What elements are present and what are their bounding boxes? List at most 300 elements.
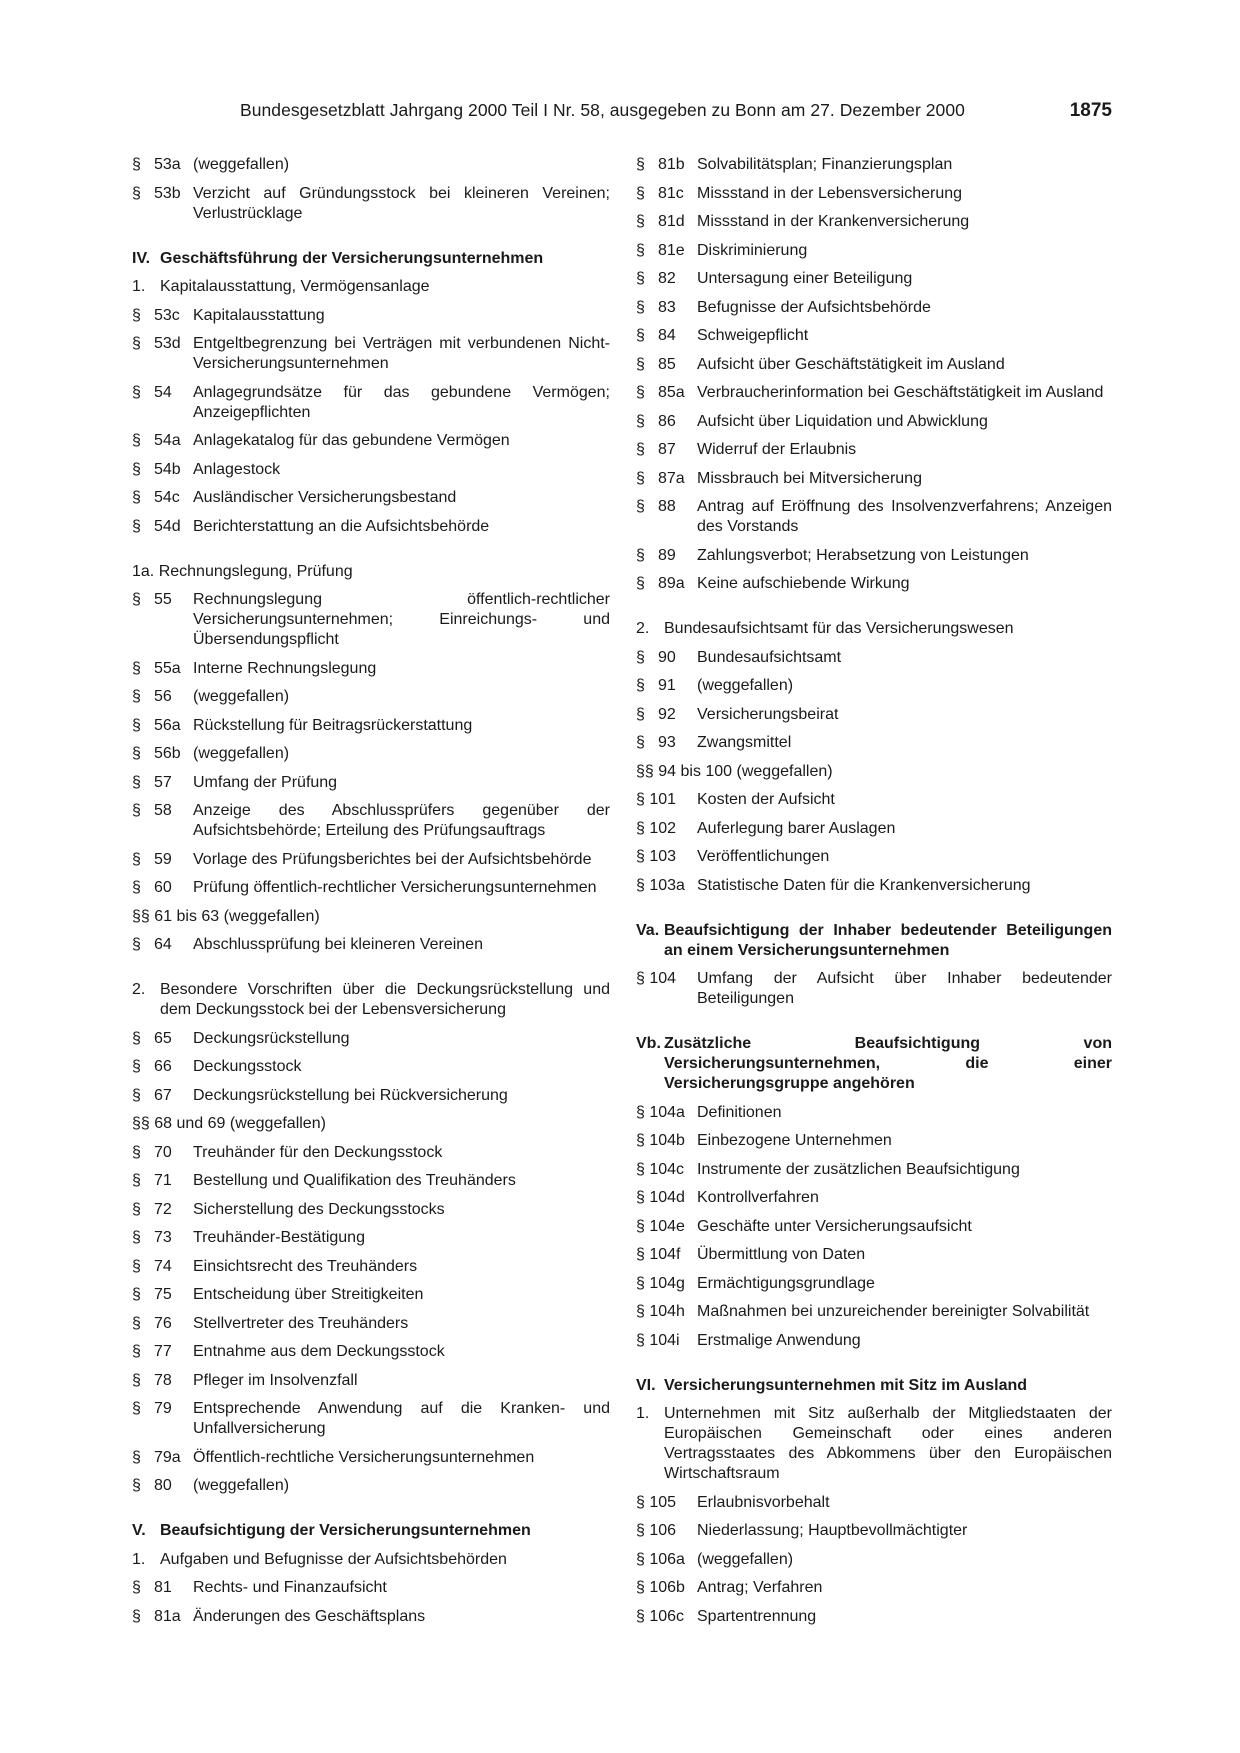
paragraph-number bbox=[636, 648, 697, 668]
paragraph-number bbox=[132, 1342, 193, 1362]
toc-entry bbox=[132, 306, 610, 326]
paragraph-sign: § bbox=[636, 441, 645, 458]
paragraph-sign: § bbox=[132, 517, 141, 535]
entry-title: Rückstellung für Beitragsrückerstattung bbox=[193, 716, 473, 734]
paragraph-sign: § bbox=[636, 156, 645, 173]
paragraph-id: 54d bbox=[154, 517, 181, 535]
entry-title: Ausländischer Versicherungsbestand bbox=[193, 489, 457, 506]
paragraph-number bbox=[636, 241, 697, 261]
toc-entry bbox=[132, 1314, 610, 1334]
subsection-heading bbox=[132, 277, 610, 297]
entry-title: Änderungen des Geschäftsplans bbox=[193, 1607, 426, 1625]
toc-entry bbox=[636, 1160, 1112, 1180]
toc-entry bbox=[132, 773, 610, 793]
paragraph-id: 84 bbox=[658, 327, 676, 344]
paragraph-id: 71 bbox=[154, 1172, 172, 1189]
paragraph-number bbox=[132, 659, 193, 679]
paragraph-number bbox=[132, 334, 193, 374]
paragraph-id: 72 bbox=[154, 1200, 172, 1218]
entry-title: Interne Rechnungslegung bbox=[193, 659, 377, 677]
toc-entry bbox=[636, 819, 1112, 839]
paragraph-sign: § bbox=[132, 1200, 141, 1218]
entry-title: Bestellung und Qualifikation des Treuhänders bbox=[193, 1172, 516, 1189]
paragraph-number bbox=[132, 1057, 193, 1077]
entry-title: Entsprechende Anwendung auf die Kranken- und Unfallversicherung bbox=[193, 1400, 610, 1437]
paragraph-id: 55 bbox=[154, 591, 172, 608]
toc-entry bbox=[636, 1103, 1112, 1123]
paragraph-id: 89 bbox=[658, 546, 676, 564]
paragraph-id: 53d bbox=[154, 335, 181, 352]
paragraph-number bbox=[132, 306, 193, 326]
paragraph-number: § 104d bbox=[636, 1189, 685, 1206]
entry-title: Kapitalausstattung bbox=[193, 306, 325, 324]
paragraph-number: § 106a bbox=[636, 1550, 685, 1568]
entry-title: Untersagung einer Beteiligung bbox=[697, 270, 913, 287]
paragraph-id: 56a bbox=[154, 716, 181, 734]
entry-title: Instrumente der zusätzlichen Beaufsichtigung bbox=[697, 1160, 1020, 1178]
toc-entry bbox=[636, 1493, 1112, 1513]
paragraph-number bbox=[132, 1029, 193, 1049]
subsection-heading bbox=[132, 1550, 610, 1570]
section-number: Va. bbox=[636, 921, 660, 939]
entry-title: Vorlage des Prüfungsberichtes bei der Aufsichtsbehörde bbox=[193, 850, 592, 868]
paragraph-number bbox=[636, 355, 697, 375]
toc-entry bbox=[132, 590, 610, 650]
paragraph-number bbox=[132, 850, 193, 870]
toc-entry bbox=[636, 1521, 1112, 1541]
paragraph-number bbox=[132, 184, 193, 224]
entry-title: Niederlassung; Hauptbevollmächtigter bbox=[697, 1522, 968, 1539]
toc-line: §§ 94 bis 100 (weggefallen) bbox=[636, 762, 833, 780]
paragraph-number bbox=[636, 212, 697, 232]
paragraph-id: 89a bbox=[658, 575, 685, 592]
paragraph-number: § 104g bbox=[636, 1274, 685, 1292]
paragraph-number bbox=[132, 1086, 193, 1106]
paragraph-number bbox=[132, 1399, 193, 1439]
header-title: Bundesgesetzblatt Jahrgang 2000 Teil I Nr. 58, ausgegeben zu Bonn am 27. Dezember 2000 bbox=[240, 100, 965, 120]
toc-entry bbox=[636, 1607, 1112, 1627]
toc-entry bbox=[636, 269, 1112, 289]
paragraph-number: § 104i bbox=[636, 1331, 680, 1349]
entry-title: Entscheidung über Streitigkeiten bbox=[193, 1286, 424, 1303]
paragraph-number: § 102 bbox=[636, 819, 677, 837]
paragraph-sign: § bbox=[132, 1448, 141, 1466]
entry-title: Treuhänder-Bestätigung bbox=[193, 1229, 365, 1246]
paragraph-number bbox=[636, 155, 697, 175]
paragraph-sign: § bbox=[636, 213, 645, 230]
toc-entry bbox=[132, 1448, 610, 1468]
section-heading bbox=[132, 249, 610, 269]
toc-entry bbox=[636, 383, 1112, 403]
entry-title: Erlaubnisvorbehalt bbox=[697, 1493, 830, 1511]
paragraph-number bbox=[132, 935, 193, 955]
section-heading bbox=[132, 1521, 610, 1541]
paragraph-id: 56b bbox=[154, 745, 181, 762]
paragraph-id: 79 bbox=[154, 1400, 172, 1417]
toc-line: 1a. Rechnungslegung, Prüfung bbox=[132, 562, 353, 580]
toc-entry bbox=[132, 383, 610, 423]
entry-title: Zahlungsverbot; Herabsetzung von Leistungen bbox=[697, 546, 1029, 564]
toc-entry bbox=[636, 241, 1112, 261]
left-column bbox=[132, 155, 610, 1635]
paragraph-number bbox=[132, 687, 193, 707]
paragraph-id: 76 bbox=[154, 1314, 172, 1332]
toc-entry bbox=[636, 1217, 1112, 1237]
paragraph-number bbox=[132, 773, 193, 793]
subsection-title: Bundesaufsichtsamt für das Versicherungswesen bbox=[664, 620, 1014, 637]
toc-entry bbox=[132, 431, 610, 451]
paragraph-id: 59 bbox=[154, 850, 172, 868]
toc-entry bbox=[636, 847, 1112, 867]
subsection-number: 1. bbox=[636, 1405, 650, 1422]
toc-entry bbox=[636, 1578, 1112, 1598]
toc-entry bbox=[132, 1476, 610, 1496]
paragraph-number: § 104a bbox=[636, 1103, 685, 1121]
paragraph-number bbox=[636, 440, 697, 460]
paragraph-sign: § bbox=[636, 241, 645, 259]
paragraph-number bbox=[132, 801, 193, 841]
paragraph-sign: § bbox=[132, 802, 141, 819]
paragraph-number bbox=[132, 1476, 193, 1496]
paragraph-id: 82 bbox=[658, 270, 676, 287]
paragraph-id: 81c bbox=[658, 184, 684, 202]
toc-entry bbox=[636, 1274, 1112, 1294]
paragraph-number: § 104 bbox=[636, 970, 677, 987]
toc-entry bbox=[132, 488, 610, 508]
paragraph-sign: § bbox=[132, 1172, 141, 1189]
paragraph-sign: § bbox=[132, 1371, 141, 1389]
paragraph-sign: § bbox=[636, 648, 645, 666]
entry-title: Deckungsstock bbox=[193, 1058, 302, 1075]
paragraph-sign: § bbox=[132, 591, 141, 608]
paragraph-id: 55a bbox=[154, 659, 181, 677]
paragraph-sign: § bbox=[132, 1286, 141, 1303]
paragraph-id: 67 bbox=[154, 1086, 172, 1104]
entry-title: (weggefallen) bbox=[697, 677, 794, 694]
section-title: Beaufsichtigung der Versicherungsunternehmen bbox=[160, 1522, 531, 1539]
paragraph-number bbox=[636, 497, 697, 537]
paragraph-number bbox=[132, 878, 193, 898]
paragraph-number: § 106 bbox=[636, 1522, 677, 1539]
toc-entry bbox=[636, 355, 1112, 375]
paragraph-id: 58 bbox=[154, 802, 172, 819]
section-title: Zusätzliche Beaufsichtigung von Versicherungsunternehmen, die einer Versicherungsgruppe angehören bbox=[664, 1035, 1112, 1092]
paragraph-sign: § bbox=[132, 745, 141, 762]
paragraph-sign: § bbox=[132, 1579, 141, 1596]
toc-entry bbox=[132, 744, 610, 764]
paragraph-id: 87 bbox=[658, 441, 676, 458]
toc-entry bbox=[636, 1302, 1112, 1322]
entry-title: (weggefallen) bbox=[697, 1550, 794, 1568]
entry-title: Solvabilitätsplan; Finanzierungsplan bbox=[697, 156, 953, 173]
paragraph-id: 80 bbox=[154, 1477, 172, 1494]
paragraph-number bbox=[132, 716, 193, 736]
paragraph-number bbox=[636, 469, 697, 489]
entry-title: Missstand in der Lebensversicherung bbox=[697, 184, 963, 202]
right-column bbox=[636, 155, 1112, 1635]
entry-title: Rechnungslegung öffentlich-rechtlicher Versicherungsunternehmen; Einreichungs- und Übersendungspflicht bbox=[193, 591, 610, 648]
entry-title: Geschäfte unter Versicherungsaufsicht bbox=[697, 1217, 972, 1235]
section-number: IV. bbox=[132, 249, 151, 267]
entry-title: Keine aufschiebende Wirkung bbox=[697, 575, 910, 592]
toc-entry bbox=[636, 469, 1112, 489]
paragraph-id: 79a bbox=[154, 1448, 181, 1466]
section-heading bbox=[636, 921, 1112, 961]
paragraph-id: 54b bbox=[154, 460, 181, 478]
section-number: VI. bbox=[636, 1376, 656, 1394]
entry-title: Befugnisse der Aufsichtsbehörde bbox=[697, 298, 931, 316]
paragraph-sign: § bbox=[132, 1607, 141, 1625]
toc-entry bbox=[132, 1057, 610, 1077]
toc-entry bbox=[132, 850, 610, 870]
paragraph-number bbox=[636, 184, 697, 204]
paragraph-number bbox=[132, 1314, 193, 1334]
paragraph-id: 81 bbox=[154, 1579, 172, 1596]
paragraph-sign: § bbox=[132, 1229, 141, 1246]
paragraph-sign: § bbox=[132, 460, 141, 478]
paragraph-number bbox=[132, 1607, 193, 1627]
subsection-number: 2. bbox=[636, 620, 650, 637]
paragraph-sign: § bbox=[132, 1058, 141, 1075]
subsection-title: Besondere Vorschriften über die Deckungsrückstellung und dem Deckungsstock bei der Lebensversicherung bbox=[160, 981, 610, 1018]
section-title: Geschäftsführung der Versicherungsunternehmen bbox=[160, 249, 544, 267]
toc-entry bbox=[636, 497, 1112, 537]
toc-entry bbox=[636, 648, 1112, 668]
toc-entry bbox=[636, 1331, 1112, 1351]
toc-line: §§ 61 bis 63 (weggefallen) bbox=[132, 907, 320, 925]
toc-entry bbox=[132, 1371, 610, 1391]
paragraph-sign: § bbox=[132, 432, 141, 449]
paragraph-number bbox=[132, 383, 193, 423]
toc-entry bbox=[636, 790, 1112, 810]
toc-entry bbox=[636, 1131, 1112, 1151]
paragraph-id: 81b bbox=[658, 156, 685, 173]
paragraph-id: 73 bbox=[154, 1229, 172, 1246]
toc-entry bbox=[132, 184, 610, 224]
paragraph-id: 91 bbox=[658, 677, 676, 694]
paragraph-id: 66 bbox=[154, 1058, 172, 1075]
section-number: Vb. bbox=[636, 1035, 661, 1052]
entry-title: Verzicht auf Gründungsstock bei kleineren Vereinen; Verlustrücklage bbox=[193, 184, 610, 222]
entry-title: Antrag auf Eröffnung des Insolvenzverfahrens; Anzeigen des Vorstands bbox=[697, 498, 1112, 535]
paragraph-sign: § bbox=[132, 716, 141, 734]
paragraph-id: 53b bbox=[154, 184, 181, 202]
subsection-title: Unternehmen mit Sitz außerhalb der Mitgliedstaaten der Europäischen Gemeinschaft oder eines anderen Vertragsstaates des Abkommens über den Europäischen Wirtschaftsraum bbox=[664, 1405, 1112, 1482]
toc-entry bbox=[132, 1143, 610, 1163]
entry-title: Schweigepflicht bbox=[697, 327, 809, 344]
paragraph-sign: § bbox=[132, 688, 141, 705]
paragraph-sign: § bbox=[636, 734, 645, 751]
paragraph-number bbox=[132, 155, 193, 175]
paragraph-sign: § bbox=[636, 327, 645, 344]
toc-entry bbox=[636, 969, 1112, 1009]
entry-title: Übermittlung von Daten bbox=[697, 1246, 866, 1263]
paragraph-number bbox=[132, 460, 193, 480]
paragraph-id: 54 bbox=[154, 383, 172, 401]
paragraph-number: § 104f bbox=[636, 1246, 681, 1263]
paragraph-id: 87a bbox=[658, 469, 685, 487]
entry-title: Aufsicht über Liquidation und Abwicklung bbox=[697, 412, 988, 430]
entry-title: Umfang der Aufsicht über Inhaber bedeutender Beteiligungen bbox=[697, 970, 1112, 1007]
paragraph-sign: § bbox=[132, 335, 141, 352]
toc-entry bbox=[132, 1257, 610, 1277]
entry-title: Abschlussprüfung bei kleineren Vereinen bbox=[193, 936, 483, 953]
paragraph-number: § 104h bbox=[636, 1303, 685, 1320]
entry-title: Öffentlich-rechtliche Versicherungsunternehmen bbox=[193, 1448, 535, 1466]
toc-entry bbox=[636, 574, 1112, 594]
paragraph-id: 88 bbox=[658, 498, 676, 515]
paragraph-number bbox=[132, 1143, 193, 1163]
paragraph-id: 86 bbox=[658, 412, 676, 430]
subsection-heading bbox=[636, 619, 1112, 639]
paragraph-sign: § bbox=[132, 773, 141, 791]
paragraph-number: § 101 bbox=[636, 791, 677, 808]
entry-title: Stellvertreter des Treuhänders bbox=[193, 1314, 409, 1332]
toc-entry bbox=[132, 1285, 610, 1305]
paragraph-number bbox=[636, 326, 697, 346]
entry-title: Definitionen bbox=[697, 1103, 782, 1121]
entry-title: Diskriminierung bbox=[697, 241, 808, 259]
paragraph-number bbox=[636, 298, 697, 318]
entry-title: Aufsicht über Geschäftstätigkeit im Ausland bbox=[697, 355, 1005, 373]
toc-entry bbox=[132, 1578, 610, 1598]
entry-title: Berichterstattung an die Aufsichtsbehörde bbox=[193, 517, 490, 535]
paragraph-number bbox=[636, 383, 697, 403]
entry-title: Prüfung öffentlich-rechtlicher Versicherungsunternehmen bbox=[193, 879, 597, 896]
paragraph-sign: § bbox=[636, 384, 645, 401]
paragraph-number: § 106b bbox=[636, 1579, 685, 1596]
entry-title: Missbrauch bei Mitversicherung bbox=[697, 469, 922, 487]
paragraph-id: 81e bbox=[658, 241, 685, 259]
entry-title: Statistische Daten für die Krankenversicherung bbox=[697, 876, 1031, 894]
subsection-heading bbox=[636, 1404, 1112, 1484]
toc-entry bbox=[636, 1188, 1112, 1208]
paragraph-number bbox=[132, 1371, 193, 1391]
paragraph-number: § 104e bbox=[636, 1217, 685, 1235]
paragraph-id: 81a bbox=[154, 1607, 181, 1625]
paragraph-number bbox=[132, 1228, 193, 1248]
entry-title: (weggefallen) bbox=[193, 688, 290, 705]
section-number: V. bbox=[132, 1522, 146, 1539]
toc-entry bbox=[132, 1086, 610, 1106]
subsection-number: 1. bbox=[132, 1550, 146, 1568]
toc-entry bbox=[132, 1399, 610, 1439]
paragraph-sign: § bbox=[132, 1257, 141, 1275]
paragraph-sign: § bbox=[132, 156, 141, 173]
paragraph-sign: § bbox=[636, 498, 645, 515]
entry-title: Deckungsrückstellung bei Rückversicherung bbox=[193, 1086, 508, 1104]
entry-title: Anlagestock bbox=[193, 460, 281, 478]
paragraph-id: 93 bbox=[658, 734, 676, 751]
toc-entry bbox=[132, 801, 610, 841]
paragraph-number: § 105 bbox=[636, 1493, 677, 1511]
paragraph-number bbox=[132, 431, 193, 451]
paragraph-sign: § bbox=[132, 1477, 141, 1494]
paragraph-number bbox=[636, 412, 697, 432]
section-heading bbox=[636, 1376, 1112, 1396]
paragraph-number bbox=[132, 1171, 193, 1191]
paragraph-number: § 103 bbox=[636, 848, 677, 865]
paragraph-sign: § bbox=[636, 575, 645, 592]
toc-entry bbox=[636, 876, 1112, 896]
toc-entry bbox=[636, 184, 1112, 204]
entry-title: Anlagegrundsätze für das gebundene Vermögen; Anzeigepflichten bbox=[193, 383, 610, 421]
entry-title: Auferlegung barer Auslagen bbox=[697, 819, 896, 837]
paragraph-number bbox=[132, 488, 193, 508]
entry-title: Einbezogene Unternehmen bbox=[697, 1132, 892, 1149]
paragraph-id: 74 bbox=[154, 1257, 172, 1275]
paragraph-number bbox=[132, 1448, 193, 1468]
section-heading bbox=[636, 1034, 1112, 1094]
paragraph-sign: § bbox=[132, 936, 141, 953]
entry-title: Kosten der Aufsicht bbox=[697, 791, 835, 808]
paragraph-sign: § bbox=[636, 184, 645, 202]
toc-entry bbox=[132, 1171, 610, 1191]
entry-title: (weggefallen) bbox=[193, 745, 290, 762]
entry-title: Anzeige des Abschlussprüfers gegenüber der Aufsichtsbehörde; Erteilung des Prüfungsauftrags bbox=[193, 802, 610, 839]
paragraph-number bbox=[132, 517, 193, 537]
paragraph-sign: § bbox=[132, 1400, 141, 1417]
entry-title: Kontrollverfahren bbox=[697, 1189, 819, 1206]
toc-entry bbox=[132, 1029, 610, 1049]
paragraph-sign: § bbox=[132, 1343, 141, 1360]
toc-entry bbox=[636, 326, 1112, 346]
paragraph-sign: § bbox=[132, 1086, 141, 1104]
toc-entry bbox=[132, 334, 610, 374]
entry-title: Bundesaufsichtsamt bbox=[697, 648, 842, 666]
paragraph-sign: § bbox=[636, 412, 645, 430]
toc-entry bbox=[636, 705, 1112, 725]
paragraph-sign: § bbox=[132, 1143, 141, 1161]
paragraph-sign: § bbox=[132, 184, 141, 202]
paragraph-id: 85a bbox=[658, 384, 685, 401]
entry-title: Spartentrennung bbox=[697, 1607, 817, 1625]
paragraph-id: 81d bbox=[658, 213, 685, 230]
subsection-title: Aufgaben und Befugnisse der Aufsichtsbehörden bbox=[160, 1550, 507, 1568]
paragraph-id: 75 bbox=[154, 1286, 172, 1303]
entry-title: (weggefallen) bbox=[193, 156, 290, 173]
toc-entry bbox=[132, 687, 610, 707]
paragraph-id: 83 bbox=[658, 298, 676, 316]
toc-entry bbox=[636, 546, 1112, 566]
paragraph-sign: § bbox=[132, 659, 141, 677]
entry-title: Deckungsrückstellung bbox=[193, 1029, 350, 1047]
toc-line: §§ 68 und 69 (weggefallen) bbox=[132, 1115, 326, 1132]
paragraph-number bbox=[132, 590, 193, 650]
paragraph-id: 70 bbox=[154, 1143, 172, 1161]
toc-entry bbox=[636, 298, 1112, 318]
toc-entry bbox=[636, 733, 1112, 753]
toc-entry bbox=[636, 155, 1112, 175]
paragraph-id: 53c bbox=[154, 306, 180, 324]
toc-entry bbox=[132, 155, 610, 175]
toc-entry bbox=[132, 716, 610, 736]
paragraph-id: 78 bbox=[154, 1371, 172, 1389]
paragraph-sign: § bbox=[636, 469, 645, 487]
paragraph-number: § 106c bbox=[636, 1607, 685, 1625]
entry-title: Pfleger im Insolvenzfall bbox=[193, 1371, 358, 1389]
paragraph-sign: § bbox=[636, 546, 645, 564]
toc-entry bbox=[636, 212, 1112, 232]
paragraph-id: 92 bbox=[658, 705, 676, 723]
paragraph-id: 53a bbox=[154, 156, 181, 173]
toc-entry bbox=[132, 878, 610, 898]
toc-entry bbox=[132, 1200, 610, 1220]
entry-title: Entgeltbegrenzung bei Verträgen mit verbundenen Nicht-Versicherungsunternehmen bbox=[193, 335, 610, 372]
subsection-heading bbox=[132, 980, 610, 1020]
entry-title: Sicherstellung des Deckungsstocks bbox=[193, 1200, 445, 1218]
paragraph-id: 60 bbox=[154, 879, 172, 896]
